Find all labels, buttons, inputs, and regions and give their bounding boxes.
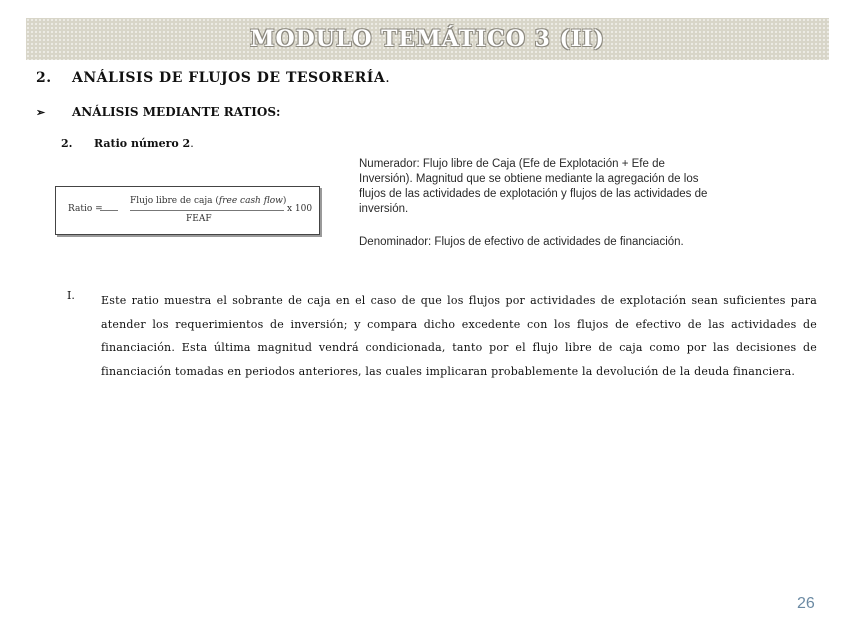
formula-dash-left [100, 210, 118, 211]
section-number: 2. [36, 70, 52, 86]
formula-numerator-close: ) [282, 196, 287, 206]
formula-dash-right [254, 210, 284, 211]
denominator-note: Denominador: Flujos de efectivo de actividades de financiación. [359, 236, 684, 248]
page-number: 26 [797, 595, 815, 612]
item-heading [61, 137, 194, 150]
item-title: Ratio número 2 [94, 137, 191, 150]
subsection-heading [36, 105, 280, 119]
body-paragraph: Este ratio muestra el sobrante de caja en el caso de que los flujos por actividades de explotación sean suficientes para atender los requerimientos de inversión; y compara dicho excedente con los flujos de efectivo de las actividades de financiación. Esta última magnitud vendrá condicionada, tanto por el flujo libre de caja como por las decisiones de financiación tomadas en periodos anteriores, las cuales implicaran probablemente la devolución de la deuda financiera. [101, 294, 817, 378]
arrow-bullet-icon: ➢ [36, 106, 46, 119]
section-heading [36, 70, 390, 86]
item-title-suffix: . [190, 137, 194, 150]
section-title: ANÁLISIS DE FLUJOS DE TESORERÍA [72, 70, 386, 86]
formula-numerator-italic: free cash flow [218, 196, 283, 206]
paragraph-number: I. [67, 289, 75, 302]
formula-label: Ratio = [68, 204, 103, 214]
item-number: 2. [61, 137, 73, 150]
formula-denominator: FEAF [186, 214, 212, 224]
formula-numerator [130, 196, 286, 206]
ratio-formula [55, 186, 320, 235]
slide-title-banner [26, 18, 829, 60]
fraction-line [130, 210, 270, 211]
formula-multiplier: x 100 [287, 204, 313, 214]
subsection-title: ANÁLISIS MEDIANTE RATIOS: [72, 105, 281, 119]
slide-title: MODULO TEMÁTICO 3 (II) [250, 26, 605, 52]
formula-numerator-text: Flujo libre de caja ( [130, 196, 219, 206]
numerator-note: Numerador: Flujo libre de Caja (Efe de Explotación + Efe de Inversión). Magnitud que se obtiene mediante la agregación de los flujos de las actividades de explotación y flujos de las actividades de inversión. [359, 158, 708, 215]
section-title-suffix: . [385, 70, 391, 86]
